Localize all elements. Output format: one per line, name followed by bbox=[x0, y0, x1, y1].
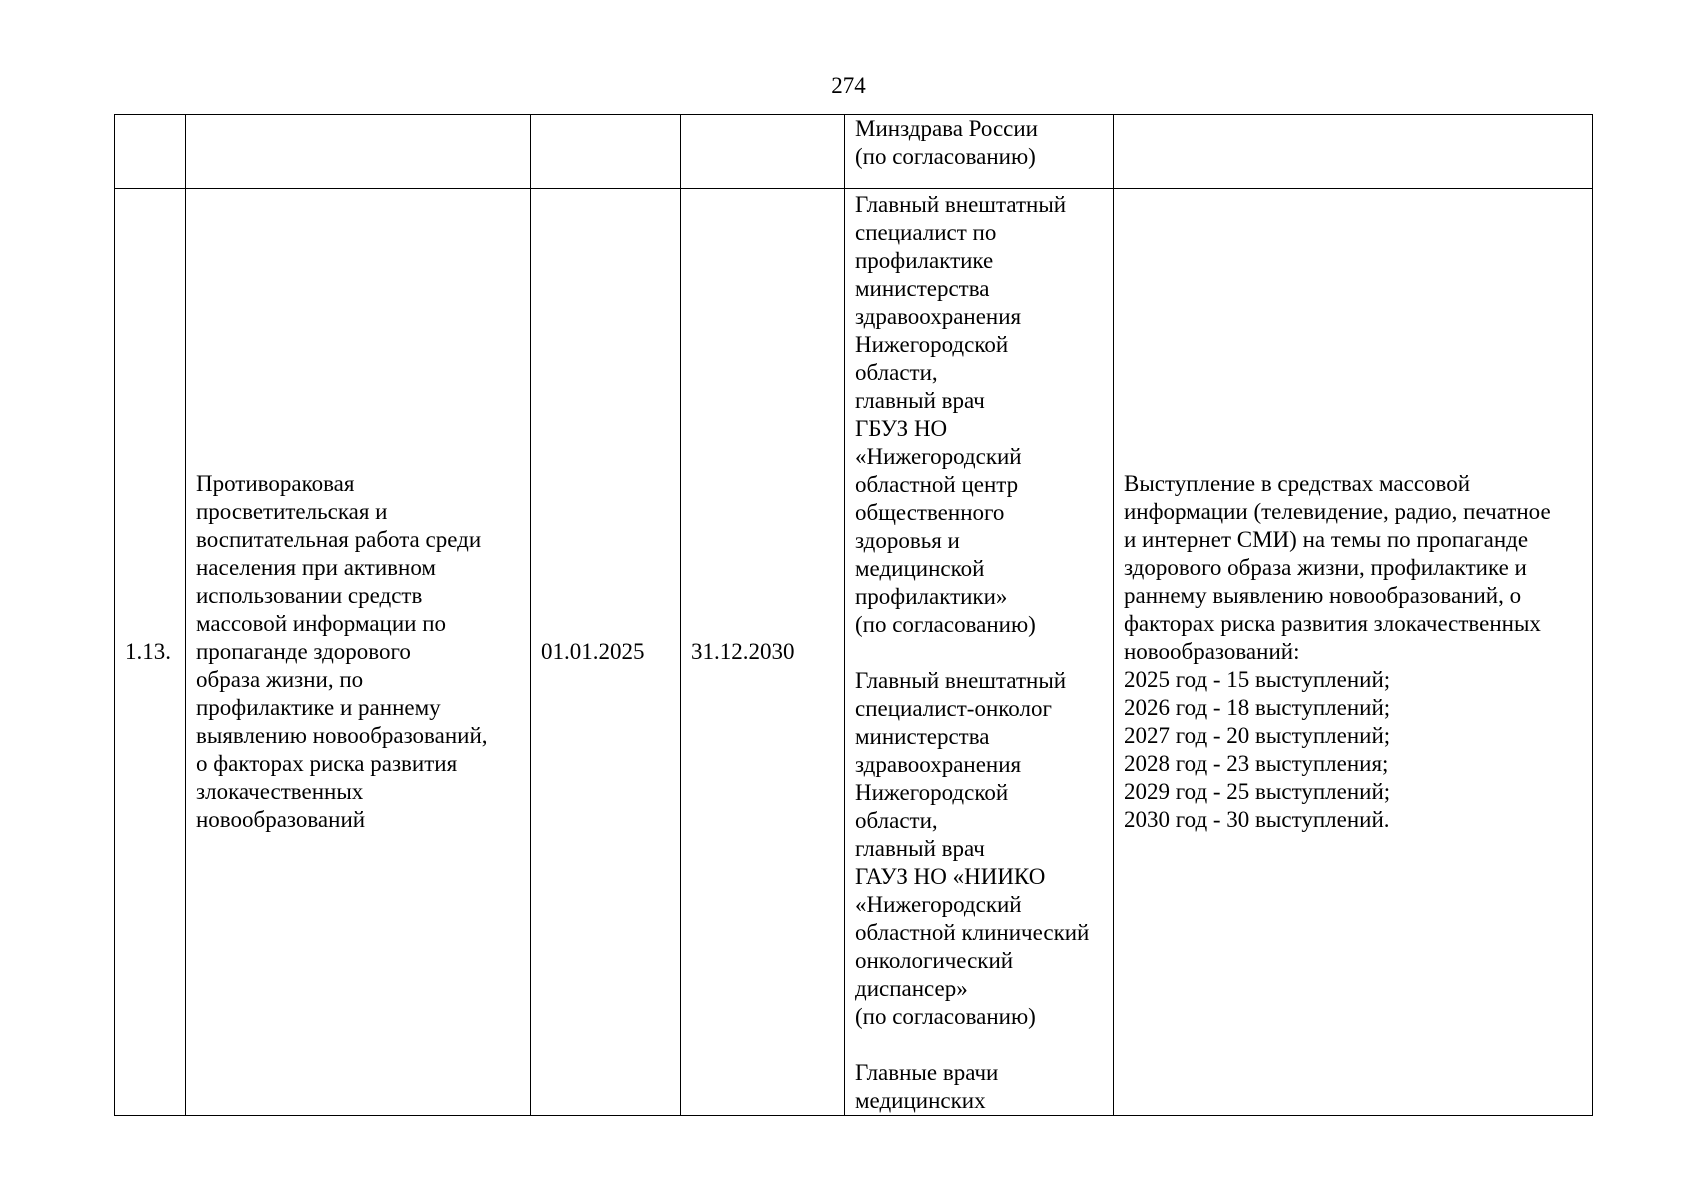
cell-end-date-empty bbox=[681, 115, 845, 189]
paragraph-gap bbox=[855, 1031, 1103, 1059]
text-line: «Нижегородский bbox=[855, 892, 1022, 917]
text-line: Нижегородской bbox=[855, 332, 1009, 357]
text-line: злокачественных bbox=[196, 779, 364, 804]
text-line: диспансер» bbox=[855, 976, 968, 1001]
table-row-continuation bbox=[115, 115, 1593, 189]
text-line: Выступление в средствах массовой bbox=[1124, 471, 1471, 496]
text-line: пропаганде здорового bbox=[196, 639, 411, 664]
text-line: использовании средств bbox=[196, 583, 423, 608]
text-line: факторах риска развития злокачественных bbox=[1124, 611, 1541, 636]
text-line: Минздрава России bbox=[855, 116, 1038, 141]
text-line: воспитательная работа среди bbox=[196, 527, 482, 552]
text-line: 2027 год - 20 выступлений; bbox=[1124, 723, 1391, 748]
text-line: Главный внештатный bbox=[855, 668, 1067, 693]
page-number: 274 bbox=[831, 73, 866, 98]
cell-responsible bbox=[845, 189, 1114, 1116]
end-date: 31.12.2030 bbox=[691, 639, 795, 664]
text-line: просветительская и bbox=[196, 499, 388, 524]
text-line: областной клинический bbox=[855, 920, 1090, 945]
text-line: Главные врачи bbox=[855, 1060, 999, 1085]
text-line: министерства bbox=[855, 724, 990, 749]
text-line: 2029 год - 25 выступлений; bbox=[1124, 779, 1391, 804]
text-line: (по согласованию) bbox=[855, 1004, 1036, 1029]
text-line: 2030 год - 30 выступлений. bbox=[1124, 807, 1390, 832]
text-line: здравоохранения bbox=[855, 304, 1022, 329]
text-line: здорового образа жизни, профилактике и bbox=[1124, 555, 1527, 580]
start-date: 01.01.2025 bbox=[541, 639, 645, 664]
text-line: 2028 год - 23 выступления; bbox=[1124, 751, 1389, 776]
text-line: Главный внештатный bbox=[855, 192, 1067, 217]
text-line: здоровья и bbox=[855, 528, 960, 553]
cell-number-empty bbox=[115, 115, 186, 189]
text-line: ГАУЗ НО «НИИКО bbox=[855, 864, 1046, 889]
text-line: 2026 год - 18 выступлений; bbox=[1124, 695, 1391, 720]
paragraph-gap bbox=[855, 639, 1103, 667]
cell-expected-result bbox=[1114, 189, 1593, 1116]
cell-activity-empty bbox=[186, 115, 531, 189]
plan-table bbox=[114, 114, 1593, 1116]
cell-start-date bbox=[531, 189, 681, 1116]
text-line: области, bbox=[855, 360, 938, 385]
text-line: здравоохранения bbox=[855, 752, 1022, 777]
item-number: 1.13. bbox=[125, 639, 171, 664]
cell-result-empty bbox=[1114, 115, 1593, 189]
text-line: населения при активном bbox=[196, 555, 436, 580]
cell-end-date bbox=[681, 189, 845, 1116]
text-line: общественного bbox=[855, 500, 1005, 525]
text-line: Противораковая bbox=[196, 471, 355, 496]
text-line: Нижегородской bbox=[855, 780, 1009, 805]
text-line: новообразований bbox=[196, 807, 366, 832]
cell-start-date-empty bbox=[531, 115, 681, 189]
text-line: «Нижегородский bbox=[855, 444, 1022, 469]
text-line: области, bbox=[855, 808, 938, 833]
cell-responsible-continued bbox=[845, 115, 1114, 189]
text-line: профилактике и раннему bbox=[196, 695, 441, 720]
text-line: профилактики» bbox=[855, 584, 1008, 609]
text-line: профилактике bbox=[855, 248, 994, 273]
cell-item-number bbox=[115, 189, 186, 1116]
text-line: (по согласованию) bbox=[855, 144, 1036, 169]
cell-activity bbox=[186, 189, 531, 1116]
text-line: 2025 год - 15 выступлений; bbox=[1124, 667, 1391, 692]
text-line: медицинских bbox=[855, 1088, 986, 1113]
text-line: и интернет СМИ) на темы по пропаганде bbox=[1124, 527, 1529, 552]
text-line: медицинской bbox=[855, 556, 985, 581]
text-line: специалист по bbox=[855, 220, 997, 245]
text-line: (по согласованию) bbox=[855, 612, 1036, 637]
text-line: выявлению новообразований, bbox=[196, 723, 488, 748]
text-line: главный врач bbox=[855, 388, 985, 413]
table-row bbox=[115, 189, 1593, 1116]
text-line: специалист-онколог bbox=[855, 696, 1052, 721]
text-line: новообразований: bbox=[1124, 639, 1300, 664]
text-line: раннему выявлению новообразований, о bbox=[1124, 583, 1522, 608]
text-line: образа жизни, по bbox=[196, 667, 364, 692]
text-line: ГБУЗ НО bbox=[855, 416, 948, 441]
text-line: информации (телевидение, радио, печатное bbox=[1124, 499, 1551, 524]
text-line: онкологический bbox=[855, 948, 1014, 973]
text-line: министерства bbox=[855, 276, 990, 301]
text-line: главный врач bbox=[855, 836, 985, 861]
text-line: массовой информации по bbox=[196, 611, 447, 636]
text-line: областной центр bbox=[855, 472, 1019, 497]
text-line: о факторах риска развития bbox=[196, 751, 458, 776]
